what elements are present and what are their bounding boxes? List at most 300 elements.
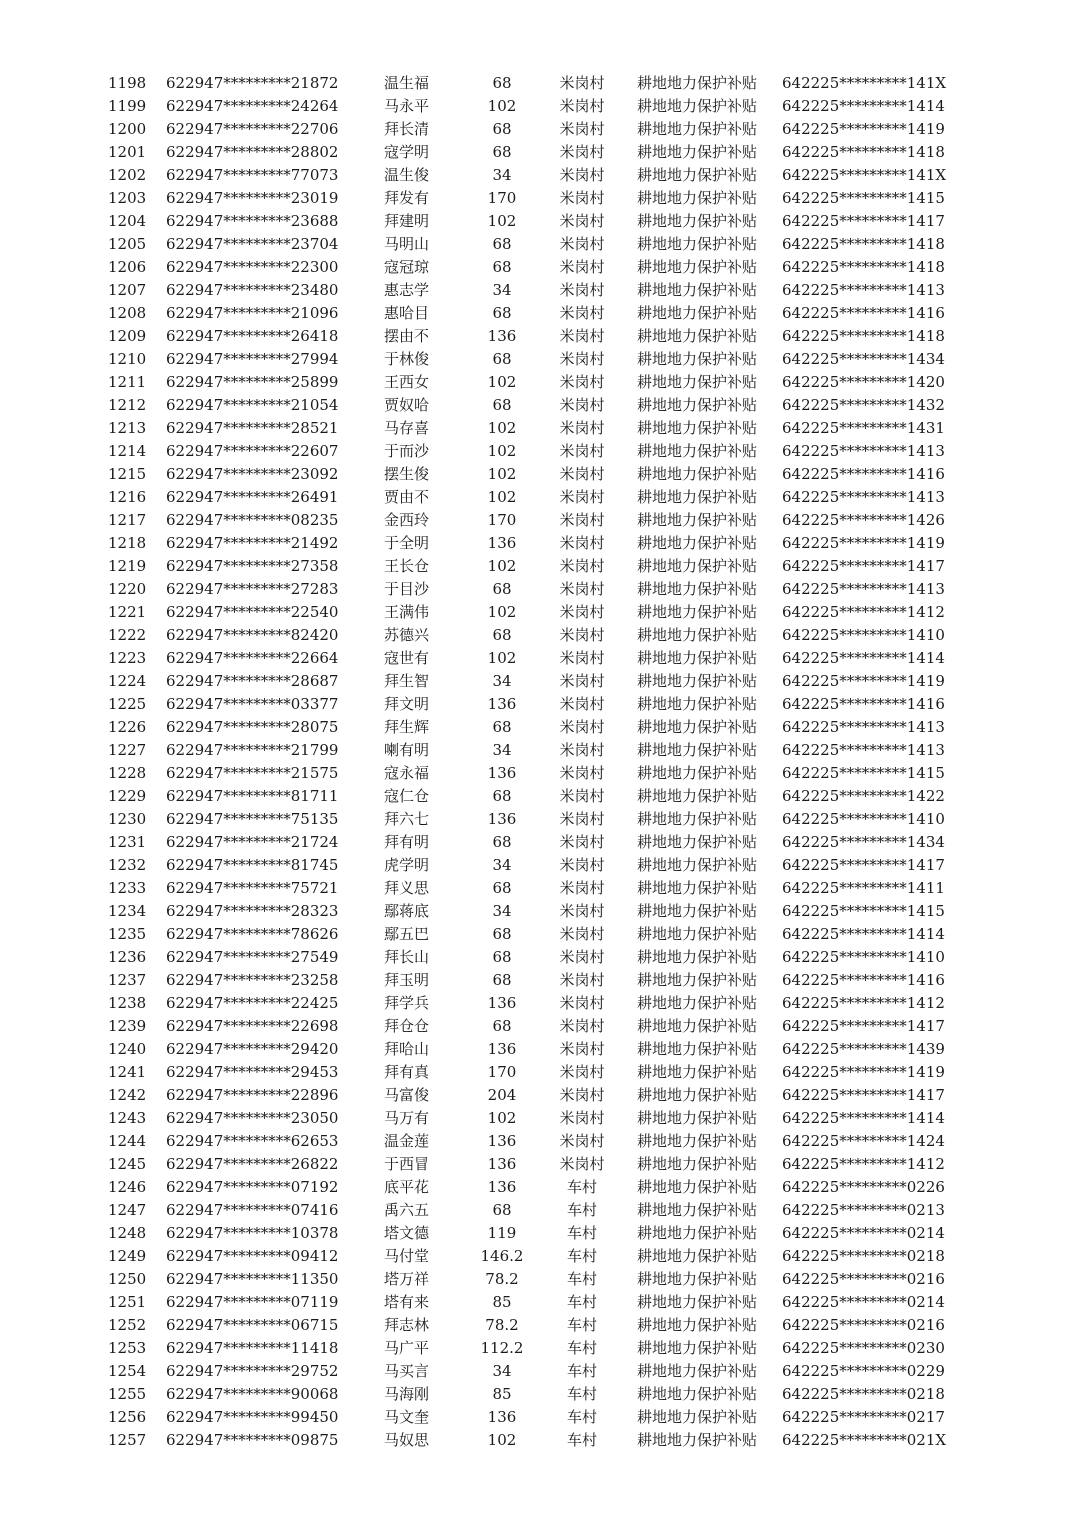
account-number: 622947*********22300 — [166, 258, 339, 276]
village-name: 米岗村 — [559, 879, 605, 897]
village-name: 米岗村 — [559, 833, 605, 851]
id-number: 642225*********1414 — [782, 97, 945, 115]
village-name: 米岗村 — [559, 534, 605, 552]
row-number: 1219 — [108, 557, 147, 575]
subsidy-type: 耕地地力保护补贴 — [636, 97, 757, 115]
id-number: 642225*********1422 — [782, 787, 945, 805]
person-name: 拜玉明 — [384, 971, 430, 989]
person-name: 拜发有 — [384, 189, 430, 207]
account-number: 622947*********82420 — [166, 626, 339, 644]
table-row — [100, 509, 952, 532]
account-number: 622947*********28521 — [166, 419, 339, 437]
id-number: 642225*********1417 — [782, 557, 945, 575]
subsidy-amount: 34 — [492, 856, 512, 874]
table-row — [100, 1199, 952, 1222]
id-number: 642225*********1417 — [782, 1017, 945, 1035]
row-number: 1250 — [108, 1270, 147, 1288]
subsidy-amount: 34 — [492, 672, 512, 690]
subsidy-amount: 68 — [492, 879, 512, 897]
row-number: 1256 — [108, 1408, 147, 1426]
person-name: 温生福 — [384, 74, 430, 92]
id-number: 642225*********1412 — [782, 994, 945, 1012]
person-name: 马奴思 — [384, 1431, 430, 1449]
account-number: 622947*********78626 — [166, 925, 339, 943]
village-name: 米岗村 — [559, 971, 605, 989]
person-name: 底平花 — [384, 1178, 430, 1196]
village-name: 车村 — [566, 1247, 597, 1265]
person-name: 寇世有 — [384, 649, 430, 667]
subsidy-type: 耕地地力保护补贴 — [636, 626, 757, 644]
subsidy-type: 耕地地力保护补贴 — [636, 442, 757, 460]
account-number: 622947*********21096 — [166, 304, 339, 322]
id-number: 642225*********1414 — [782, 649, 945, 667]
id-number: 642225*********1418 — [782, 258, 945, 276]
person-name: 拜义思 — [384, 879, 430, 897]
id-number: 642225*********1418 — [782, 143, 945, 161]
subsidy-amount: 78.2 — [485, 1316, 519, 1334]
person-name: 虎学明 — [384, 856, 430, 874]
table-row — [100, 95, 952, 118]
account-number: 622947*********28323 — [166, 902, 339, 920]
account-number: 622947*********28687 — [166, 672, 339, 690]
subsidy-amount: 102 — [487, 212, 517, 230]
subsidy-type: 耕地地力保护补贴 — [636, 695, 757, 713]
account-number: 622947*********27994 — [166, 350, 339, 368]
table-row — [100, 417, 952, 440]
row-number: 1224 — [108, 672, 147, 690]
row-number: 1241 — [108, 1063, 147, 1081]
table-row — [100, 1130, 952, 1153]
row-number: 1199 — [108, 97, 147, 115]
id-number: 642225*********1413 — [782, 281, 945, 299]
village-name: 米岗村 — [559, 74, 605, 92]
subsidy-type: 耕地地力保护补贴 — [636, 419, 757, 437]
id-number: 642225*********1418 — [782, 327, 945, 345]
subsidy-type: 耕地地力保护补贴 — [636, 120, 757, 138]
village-name: 车村 — [566, 1385, 597, 1403]
subsidy-amount: 68 — [492, 396, 512, 414]
village-name: 米岗村 — [559, 787, 605, 805]
person-name: 王长仓 — [384, 557, 430, 575]
village-name: 米岗村 — [559, 948, 605, 966]
subsidy-type: 耕地地力保护补贴 — [636, 304, 757, 322]
subsidy-type: 耕地地力保护补贴 — [636, 1316, 757, 1334]
subsidy-type: 耕地地力保护补贴 — [636, 764, 757, 782]
subsidy-type: 耕地地力保护补贴 — [636, 1385, 757, 1403]
table-body — [100, 72, 952, 1452]
account-number: 622947*********62653 — [166, 1132, 339, 1150]
account-number: 622947*********26418 — [166, 327, 339, 345]
row-number: 1223 — [108, 649, 147, 667]
subsidy-amount: 68 — [492, 948, 512, 966]
subsidy-amount: 136 — [487, 327, 517, 345]
row-number: 1243 — [108, 1109, 147, 1127]
subsidy-amount: 68 — [492, 258, 512, 276]
subsidy-amount: 102 — [487, 1431, 517, 1449]
village-name: 米岗村 — [559, 235, 605, 253]
id-number: 642225*********1439 — [782, 1040, 945, 1058]
subsidy-amount: 34 — [492, 1362, 512, 1380]
subsidy-amount: 68 — [492, 1017, 512, 1035]
subsidy-type: 耕地地力保护补贴 — [636, 281, 757, 299]
row-number: 1257 — [108, 1431, 147, 1449]
person-name: 拜生智 — [384, 672, 430, 690]
id-number: 642225*********1432 — [782, 396, 945, 414]
id-number: 642225*********1413 — [782, 442, 945, 460]
account-number: 622947*********23688 — [166, 212, 339, 230]
person-name: 塔万祥 — [384, 1270, 430, 1288]
village-name: 米岗村 — [559, 718, 605, 736]
subsidy-amount: 204 — [487, 1086, 517, 1104]
village-name: 米岗村 — [559, 166, 605, 184]
person-name: 王西女 — [384, 373, 430, 391]
subsidy-amount: 68 — [492, 120, 512, 138]
village-name: 米岗村 — [559, 1017, 605, 1035]
row-number: 1218 — [108, 534, 147, 552]
row-number: 1234 — [108, 902, 147, 920]
village-name: 车村 — [566, 1224, 597, 1242]
row-number: 1235 — [108, 925, 147, 943]
id-number: 642225*********1424 — [782, 1132, 945, 1150]
subsidy-amount: 136 — [487, 1408, 517, 1426]
table-row — [100, 72, 952, 95]
person-name: 马富俊 — [384, 1086, 430, 1104]
person-name: 拜生辉 — [384, 718, 430, 736]
account-number: 622947*********06715 — [166, 1316, 339, 1334]
subsidy-amount: 136 — [487, 695, 517, 713]
table-row — [100, 164, 952, 187]
id-number: 642225*********1410 — [782, 626, 945, 644]
village-name: 米岗村 — [559, 1086, 605, 1104]
id-number: 642225*********0218 — [782, 1247, 945, 1265]
row-number: 1237 — [108, 971, 147, 989]
subsidy-type: 耕地地力保护补贴 — [636, 603, 757, 621]
table-row — [100, 1015, 952, 1038]
subsidy-type: 耕地地力保护补贴 — [636, 902, 757, 920]
person-name: 塔有来 — [384, 1293, 430, 1311]
id-number: 642225*********1413 — [782, 488, 945, 506]
subsidy-amount: 170 — [487, 511, 517, 529]
village-name: 米岗村 — [559, 994, 605, 1012]
table-row — [100, 325, 952, 348]
subsidy-amount: 68 — [492, 74, 512, 92]
table-row — [100, 1337, 952, 1360]
village-name: 米岗村 — [559, 626, 605, 644]
id-number: 642225*********0226 — [782, 1178, 945, 1196]
village-name: 米岗村 — [559, 212, 605, 230]
subsidy-type: 耕地地力保护补贴 — [636, 833, 757, 851]
account-number: 622947*********11350 — [166, 1270, 339, 1288]
id-number: 642225*********1416 — [782, 971, 945, 989]
village-name: 米岗村 — [559, 465, 605, 483]
person-name: 马万有 — [384, 1109, 430, 1127]
subsidy-type: 耕地地力保护补贴 — [636, 396, 757, 414]
village-name: 车村 — [566, 1201, 597, 1219]
id-number: 642225*********0229 — [782, 1362, 945, 1380]
account-number: 622947*********22698 — [166, 1017, 339, 1035]
id-number: 642225*********0214 — [782, 1224, 945, 1242]
row-number: 1236 — [108, 948, 147, 966]
row-number: 1230 — [108, 810, 147, 828]
subsidy-type: 耕地地力保护补贴 — [636, 925, 757, 943]
subsidy-amount: 34 — [492, 741, 512, 759]
table-row — [100, 946, 952, 969]
row-number: 1229 — [108, 787, 147, 805]
table-row — [100, 118, 952, 141]
person-name: 拜学兵 — [384, 994, 430, 1012]
table-row — [100, 808, 952, 831]
table-row — [100, 969, 952, 992]
village-name: 米岗村 — [559, 925, 605, 943]
table-row — [100, 578, 952, 601]
account-number: 622947*********77073 — [166, 166, 339, 184]
row-number: 1232 — [108, 856, 147, 874]
person-name: 拜仓仓 — [384, 1017, 430, 1035]
id-number: 642225*********0230 — [782, 1339, 945, 1357]
person-name: 寇学明 — [384, 143, 430, 161]
id-number: 642225*********0218 — [782, 1385, 945, 1403]
table-row — [100, 900, 952, 923]
id-number: 642225*********1410 — [782, 948, 945, 966]
account-number: 622947*********23019 — [166, 189, 339, 207]
table-row — [100, 371, 952, 394]
account-number: 622947*********23050 — [166, 1109, 339, 1127]
person-name: 马存喜 — [384, 419, 430, 437]
account-number: 622947*********22425 — [166, 994, 339, 1012]
account-number: 622947*********03377 — [166, 695, 339, 713]
row-number: 1213 — [108, 419, 147, 437]
village-name: 米岗村 — [559, 511, 605, 529]
row-number: 1238 — [108, 994, 147, 1012]
table-row — [100, 279, 952, 302]
account-number: 622947*********81711 — [166, 787, 339, 805]
row-number: 1222 — [108, 626, 147, 644]
village-name: 车村 — [566, 1339, 597, 1357]
village-name: 米岗村 — [559, 856, 605, 874]
person-name: 拜建明 — [384, 212, 430, 230]
subsidy-amount: 34 — [492, 281, 512, 299]
subsidy-amount: 34 — [492, 166, 512, 184]
table-row — [100, 1383, 952, 1406]
account-number: 622947*********24264 — [166, 97, 339, 115]
table-row — [100, 1107, 952, 1130]
subsidy-amount: 119 — [487, 1224, 517, 1242]
subsidy-amount: 136 — [487, 1132, 517, 1150]
subsidy-amount: 102 — [487, 442, 517, 460]
person-name: 惠哈目 — [384, 304, 430, 322]
id-number: 642225*********1412 — [782, 603, 945, 621]
subsidy-amount: 34 — [492, 902, 512, 920]
village-name: 米岗村 — [559, 764, 605, 782]
village-name: 米岗村 — [559, 1040, 605, 1058]
account-number: 622947*********11418 — [166, 1339, 339, 1357]
account-number: 622947*********21492 — [166, 534, 339, 552]
subsidy-amount: 68 — [492, 143, 512, 161]
subsidy-amount: 136 — [487, 1178, 517, 1196]
subsidy-type: 耕地地力保护补贴 — [636, 580, 757, 598]
row-number: 1209 — [108, 327, 147, 345]
id-number: 642225*********1412 — [782, 1155, 945, 1173]
table-row — [100, 923, 952, 946]
village-name: 米岗村 — [559, 373, 605, 391]
person-name: 禹六五 — [384, 1201, 430, 1219]
subsidy-type: 耕地地力保护补贴 — [636, 1247, 757, 1265]
row-number: 1201 — [108, 143, 147, 161]
subsidy-type: 耕地地力保护补贴 — [636, 1270, 757, 1288]
village-name: 米岗村 — [559, 327, 605, 345]
row-number: 1244 — [108, 1132, 147, 1150]
subsidy-amount: 136 — [487, 1040, 517, 1058]
id-number: 642225*********0213 — [782, 1201, 945, 1219]
subsidy-type: 耕地地力保护补贴 — [636, 1339, 757, 1357]
subsidy-type: 耕地地力保护补贴 — [636, 672, 757, 690]
row-number: 1204 — [108, 212, 147, 230]
account-number: 622947*********22664 — [166, 649, 339, 667]
account-number: 622947*********75721 — [166, 879, 339, 897]
person-name: 寇仁仓 — [384, 787, 430, 805]
table-row — [100, 1268, 952, 1291]
subsidy-type: 耕地地力保护补贴 — [636, 1040, 757, 1058]
subsidy-type: 耕地地力保护补贴 — [636, 787, 757, 805]
subsidy-amount: 102 — [487, 1109, 517, 1127]
table-row — [100, 141, 952, 164]
table-row — [100, 302, 952, 325]
person-name: 寇永福 — [384, 764, 430, 782]
village-name: 车村 — [566, 1408, 597, 1426]
account-number: 622947*********07119 — [166, 1293, 339, 1311]
village-name: 米岗村 — [559, 419, 605, 437]
row-number: 1214 — [108, 442, 147, 460]
table-row — [100, 670, 952, 693]
person-name: 马明山 — [384, 235, 430, 253]
subsidy-amount: 68 — [492, 718, 512, 736]
subsidy-type: 耕地地力保护补贴 — [636, 1293, 757, 1311]
subsidy-type: 耕地地力保护补贴 — [636, 143, 757, 161]
village-name: 车村 — [566, 1270, 597, 1288]
village-name: 车村 — [566, 1178, 597, 1196]
account-number: 622947*********22896 — [166, 1086, 339, 1104]
village-name: 车村 — [566, 1316, 597, 1334]
subsidy-amount: 102 — [487, 373, 517, 391]
subsidy-amount: 68 — [492, 1201, 512, 1219]
person-name: 拜有明 — [384, 833, 430, 851]
account-number: 622947*********09875 — [166, 1431, 339, 1449]
id-number: 642225*********1417 — [782, 1086, 945, 1104]
id-number: 642225*********1410 — [782, 810, 945, 828]
person-name: 拜志林 — [384, 1316, 430, 1334]
table-row — [100, 210, 952, 233]
village-name: 米岗村 — [559, 695, 605, 713]
village-name: 车村 — [566, 1362, 597, 1380]
subsidy-type: 耕地地力保护补贴 — [636, 948, 757, 966]
account-number: 622947*********90068 — [166, 1385, 339, 1403]
id-number: 642225*********1419 — [782, 120, 945, 138]
id-number: 642225*********1413 — [782, 741, 945, 759]
id-number: 642225*********021X — [782, 1431, 947, 1449]
id-number: 642225*********1419 — [782, 1063, 945, 1081]
account-number: 622947*********26822 — [166, 1155, 339, 1173]
village-name: 米岗村 — [559, 810, 605, 828]
subsidy-amount: 102 — [487, 419, 517, 437]
row-number: 1255 — [108, 1385, 147, 1403]
row-number: 1225 — [108, 695, 147, 713]
row-number: 1216 — [108, 488, 147, 506]
subsidy-amount: 136 — [487, 534, 517, 552]
subsidy-type: 耕地地力保护补贴 — [636, 1362, 757, 1380]
account-number: 622947*********75135 — [166, 810, 339, 828]
row-number: 1245 — [108, 1155, 147, 1173]
person-name: 拜长清 — [384, 120, 430, 138]
table-row — [100, 762, 952, 785]
account-number: 622947*********09412 — [166, 1247, 339, 1265]
table-row — [100, 601, 952, 624]
account-number: 622947*********22540 — [166, 603, 339, 621]
id-number: 642225*********1415 — [782, 764, 945, 782]
id-number: 642225*********1415 — [782, 189, 945, 207]
table-row — [100, 463, 952, 486]
person-name: 马广平 — [384, 1339, 430, 1357]
table-row — [100, 877, 952, 900]
subsidy-amount: 102 — [487, 97, 517, 115]
row-number: 1242 — [108, 1086, 147, 1104]
row-number: 1248 — [108, 1224, 147, 1242]
person-name: 马海刚 — [384, 1385, 430, 1403]
table-row — [100, 1360, 952, 1383]
subsidy-type: 耕地地力保护补贴 — [636, 557, 757, 575]
id-number: 642225*********1416 — [782, 695, 945, 713]
id-number: 642225*********1419 — [782, 534, 945, 552]
account-number: 622947*********23258 — [166, 971, 339, 989]
person-name: 拜六七 — [384, 810, 430, 828]
table-row — [100, 1291, 952, 1314]
person-name: 王满伟 — [384, 603, 430, 621]
subsidy-amount: 68 — [492, 626, 512, 644]
subsidy-amount: 68 — [492, 925, 512, 943]
table-row — [100, 854, 952, 877]
subsidy-amount: 112.2 — [480, 1339, 524, 1357]
subsidy-amount: 136 — [487, 1155, 517, 1173]
id-number: 642225*********141X — [782, 74, 947, 92]
village-name: 米岗村 — [559, 442, 605, 460]
table-row — [100, 187, 952, 210]
table-row — [100, 1222, 952, 1245]
person-name: 鄢五巴 — [384, 925, 430, 943]
table-row — [100, 1153, 952, 1176]
subsidy-amount: 68 — [492, 971, 512, 989]
subsidy-type: 耕地地力保护补贴 — [636, 350, 757, 368]
subsidy-type: 耕地地力保护补贴 — [636, 258, 757, 276]
person-name: 拜有真 — [384, 1063, 430, 1081]
account-number: 622947*********21054 — [166, 396, 339, 414]
row-number: 1254 — [108, 1362, 147, 1380]
table-row — [100, 831, 952, 854]
table-row — [100, 440, 952, 463]
account-number: 622947*********07416 — [166, 1201, 339, 1219]
table-row — [100, 739, 952, 762]
account-number: 622947*********29752 — [166, 1362, 339, 1380]
account-number: 622947*********22607 — [166, 442, 339, 460]
id-number: 642225*********141X — [782, 166, 947, 184]
account-number: 622947*********27358 — [166, 557, 339, 575]
subsidy-amount: 68 — [492, 580, 512, 598]
person-name: 拜长山 — [384, 948, 430, 966]
village-name: 米岗村 — [559, 902, 605, 920]
table-row — [100, 1061, 952, 1084]
account-number: 622947*********21799 — [166, 741, 339, 759]
subsidy-amount: 102 — [487, 557, 517, 575]
village-name: 米岗村 — [559, 143, 605, 161]
subsidy-type: 耕地地力保护补贴 — [636, 1132, 757, 1150]
